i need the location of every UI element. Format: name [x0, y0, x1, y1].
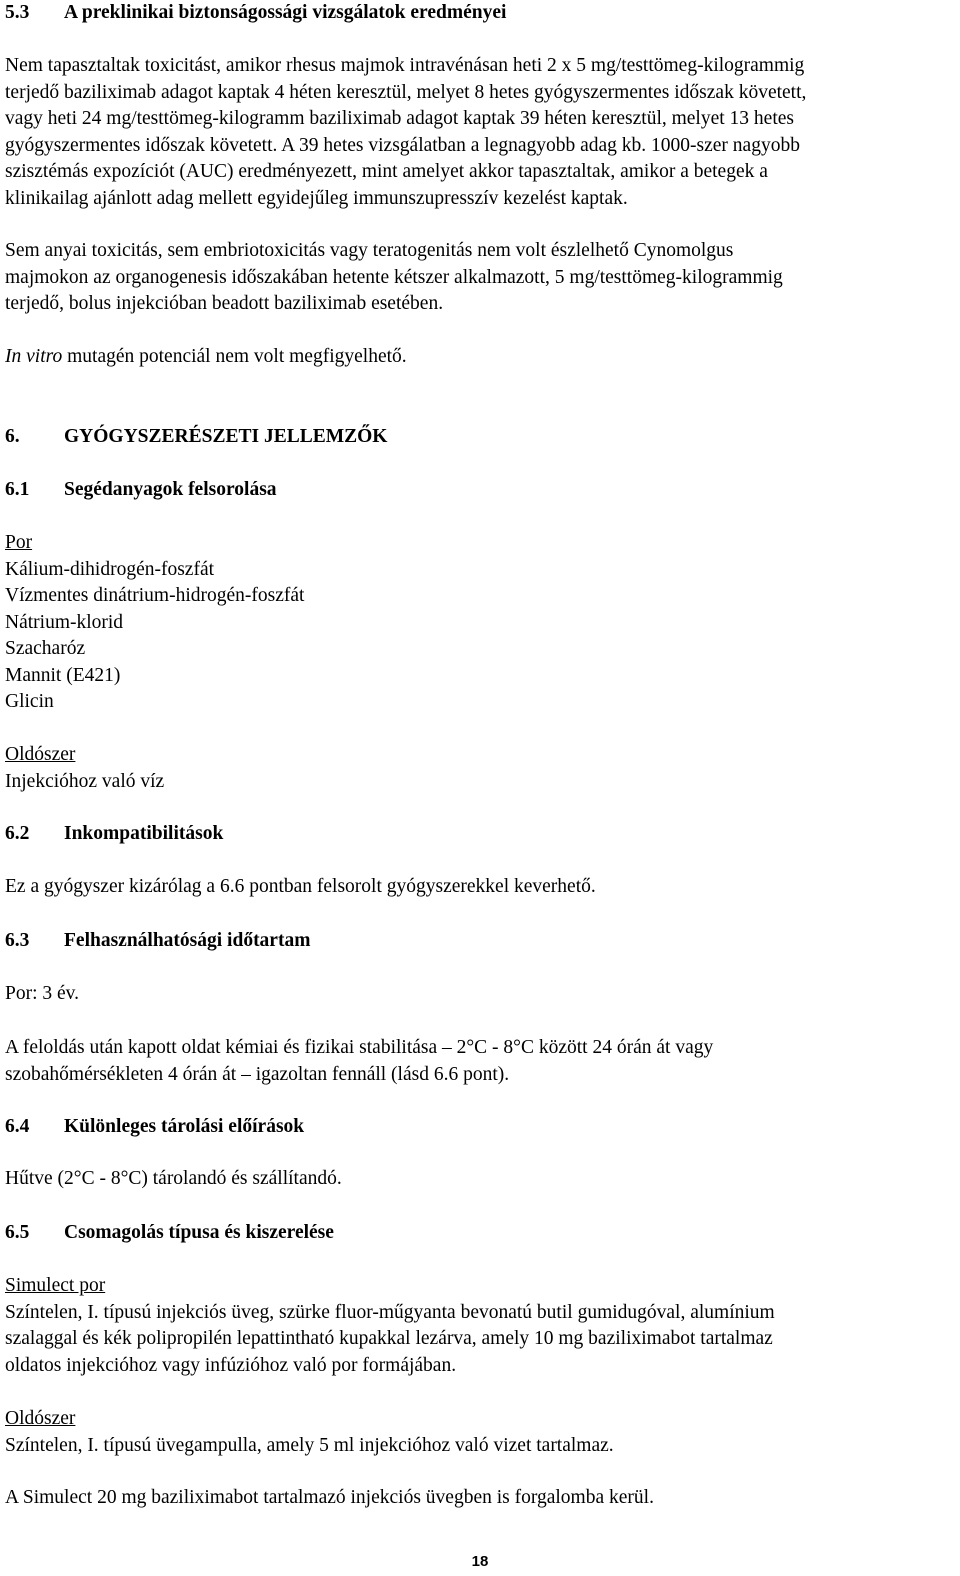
list-item: Nátrium-klorid [5, 611, 124, 633]
paragraph-line: szalaggal és kék polipropilén lepattintható kupakkal lezárva, amely 10 mg baziliximabot tartalmaz [5, 1328, 773, 1349]
section-number: 6.3 [5, 930, 30, 951]
paragraph-line: vagy heti 24 mg/testtömeg-kilogramm baziliximab adagot kaptak 39 héten keresztül, melyet 13 hetes [5, 108, 794, 129]
paragraph-line: Nem tapasztaltak toxicitást, amikor rhesus majmok intravénásan heti 2 x 5 mg/testtömeg-kilogrammig [5, 55, 805, 76]
subheading-oldoszer: Oldószer [5, 1408, 76, 1429]
paragraph-line: klinikailag ajánlott adag mellett egyidejűleg immunszupresszív kezelést kaptak. [5, 187, 628, 209]
paragraph-line: Sem anyai toxicitás, sem embriotoxicitás vagy teratogenitás nem volt észlelhető Cynomolgus [5, 240, 734, 261]
section-number: 5.3 [5, 2, 30, 23]
section-title: Segédanyagok felsorolása [64, 479, 277, 500]
paragraph-line: terjedő baziliximab adagot kaptak 4 héten keresztül, melyet 8 hetes gyógyszermentes időszak követett, [5, 81, 807, 103]
paragraph-text: mutagén potenciál nem volt megfigyelhető. [62, 346, 407, 367]
list-item: Szacharóz [5, 638, 86, 659]
section-title: Különleges tárolási előírások [64, 1116, 305, 1137]
paragraph-line: Színtelen, I. típusú injekciós üveg, szürke fluor-műgyanta bevonatú butil gumidugóval, alumínium [5, 1301, 775, 1323]
italic-term: In vitro [5, 346, 63, 367]
section-number: 6.1 [5, 479, 30, 500]
list-item: Kálium-dihidrogén-foszfát [5, 558, 215, 580]
list-item: Mannit (E421) [5, 664, 121, 686]
paragraph-line: Hűtve (2°C - 8°C) tárolandó és szállítandó. [5, 1168, 342, 1189]
subheading-por: Por [5, 532, 33, 553]
section-number: 6.4 [5, 1116, 30, 1137]
section-number: 6. [5, 426, 20, 447]
page-number: 18 [471, 1553, 489, 1570]
paragraph-line: Ez a gyógyszer kizárólag a 6.6 pontban felsorolt gyógyszerekkel keverhető. [5, 876, 596, 897]
paragraph-line: A feloldás után kapott oldat kémiai és fizikai stabilitása – 2°C - 8°C között 24 órán át vagy [5, 1037, 714, 1058]
paragraph-line: szisztémás expozíciót (AUC) eredményezett, mint amelyet akkor tapasztaltak, amikor a betegek a [5, 161, 768, 182]
paragraph-line: oldatos injekcióhoz vagy infúzióhoz való por formájában. [5, 1354, 457, 1376]
subheading-simulect-por: Simulect por [5, 1275, 106, 1296]
section-number: 6.2 [5, 823, 30, 844]
list-item: Injekcióhoz való víz [5, 770, 165, 792]
subheading-oldoszer: Oldószer [5, 744, 76, 765]
section-title: Csomagolás típusa és kiszerelése [64, 1222, 334, 1243]
paragraph-line: majmokon az organogenesis időszakában hetente kétszer alkalmazott, 5 mg/testtömeg-kilogrammig [5, 266, 783, 288]
paragraph-line: Por: 3 év. [5, 983, 80, 1004]
paragraph-line [5, 344, 407, 371]
section-title: GYÓGYSZERÉSZETI JELLEMZŐK [64, 426, 388, 447]
list-item: Glicin [5, 691, 54, 712]
section-number: 6.5 [5, 1222, 30, 1243]
section-title: A preklinikai biztonságossági vizsgálatok eredményei [64, 2, 507, 23]
paragraph-line: gyógyszermentes időszak követett. A 39 hetes vizsgálatban a legnagyobb adag kb. 1000-szer nagyobb [5, 134, 800, 156]
paragraph-line: Színtelen, I. típusú üvegampulla, amely 5 ml injekcióhoz való vizet tartalmaz. [5, 1434, 614, 1456]
section-title: Inkompatibilitások [64, 823, 224, 844]
paragraph-line: A Simulect 20 mg baziliximabot tartalmazó injekciós üvegben is forgalomba kerül. [5, 1487, 654, 1508]
section-title: Felhasználhatósági időtartam [64, 930, 311, 951]
list-item: Vízmentes dinátrium-hidrogén-foszfát [5, 585, 305, 606]
paragraph-line: szobahőmérsékleten 4 órán át – igazoltan fennáll (lásd 6.6 pont). [5, 1063, 510, 1085]
paragraph-line: terjedő, bolus injekcióban beadott baziliximab esetében. [5, 293, 444, 314]
